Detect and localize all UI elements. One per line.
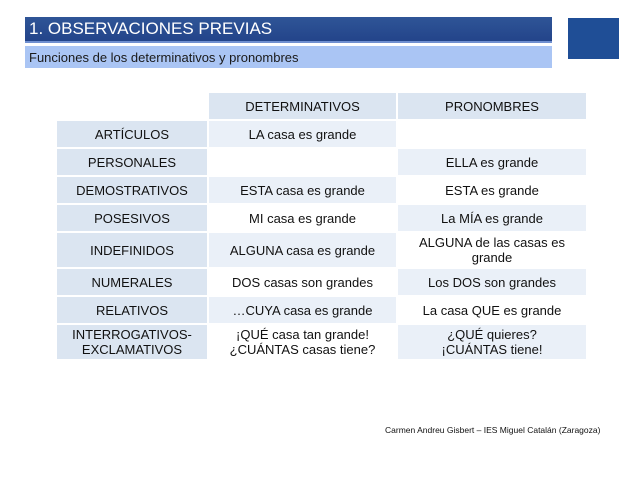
header-pronombres: PRONOMBRES [398, 93, 586, 119]
slide-title-bar [25, 17, 552, 43]
slide-title: 1. OBSERVACIONES PREVIAS [29, 19, 273, 38]
determinativo-cell: …CUYA casa es grande [209, 297, 396, 323]
determinativo-cell: ALGUNA casa es grande [209, 233, 396, 267]
row-label: NUMERALES [57, 269, 207, 295]
header-corner-cell [57, 93, 207, 119]
determinativo-cell: MI casa es grande [209, 205, 396, 231]
row-label: INTERROGATIVOS- EXCLAMATIVOS [57, 325, 207, 359]
row-label: POSESIVOS [57, 205, 207, 231]
pronombre-cell: ¿QUÉ quieres? ¡CUÁNTAS tiene! [398, 325, 586, 359]
row-label: PERSONALES [57, 149, 207, 175]
pronombre-cell: Los DOS son grandes [398, 269, 586, 295]
row-label: DEMOSTRATIVOS [57, 177, 207, 203]
pronombre-cell: ALGUNA de las casas es grande [398, 233, 586, 267]
table-row [57, 297, 586, 323]
determinativo-cell [209, 149, 396, 175]
table-row [57, 149, 586, 175]
determinativo-cell: ¡QUÉ casa tan grande! ¿CUÁNTAS casas tiene? [209, 325, 396, 359]
pronombre-cell: ELLA es grande [398, 149, 586, 175]
decorative-square [568, 18, 619, 59]
row-label: ARTÍCULOS [57, 121, 207, 147]
determinativo-cell: DOS casas son grandes [209, 269, 396, 295]
table-row [57, 269, 586, 295]
row-label: INDEFINIDOS [57, 233, 207, 267]
table-header-row [57, 93, 586, 119]
pronombre-cell: ESTA es grande [398, 177, 586, 203]
pronombre-cell: La MÍA es grande [398, 205, 586, 231]
slide-subtitle-bar [25, 46, 552, 68]
table-row [57, 233, 586, 267]
table-row [57, 121, 586, 147]
header-determinativos: DETERMINATIVOS [209, 93, 396, 119]
table-row [57, 325, 586, 359]
table-row [57, 177, 586, 203]
pronombre-cell: La casa QUE es grande [398, 297, 586, 323]
functions-table [55, 91, 588, 361]
pronombre-cell [398, 121, 586, 147]
determinativo-cell: LA casa es grande [209, 121, 396, 147]
determinativo-cell: ESTA casa es grande [209, 177, 396, 203]
author-credit: Carmen Andreu Gisbert – IES Miguel Catalán (Zaragoza) [385, 425, 601, 435]
row-label: RELATIVOS [57, 297, 207, 323]
slide-subtitle: Funciones de los determinativos y pronombres [29, 50, 299, 65]
table-row [57, 205, 586, 231]
